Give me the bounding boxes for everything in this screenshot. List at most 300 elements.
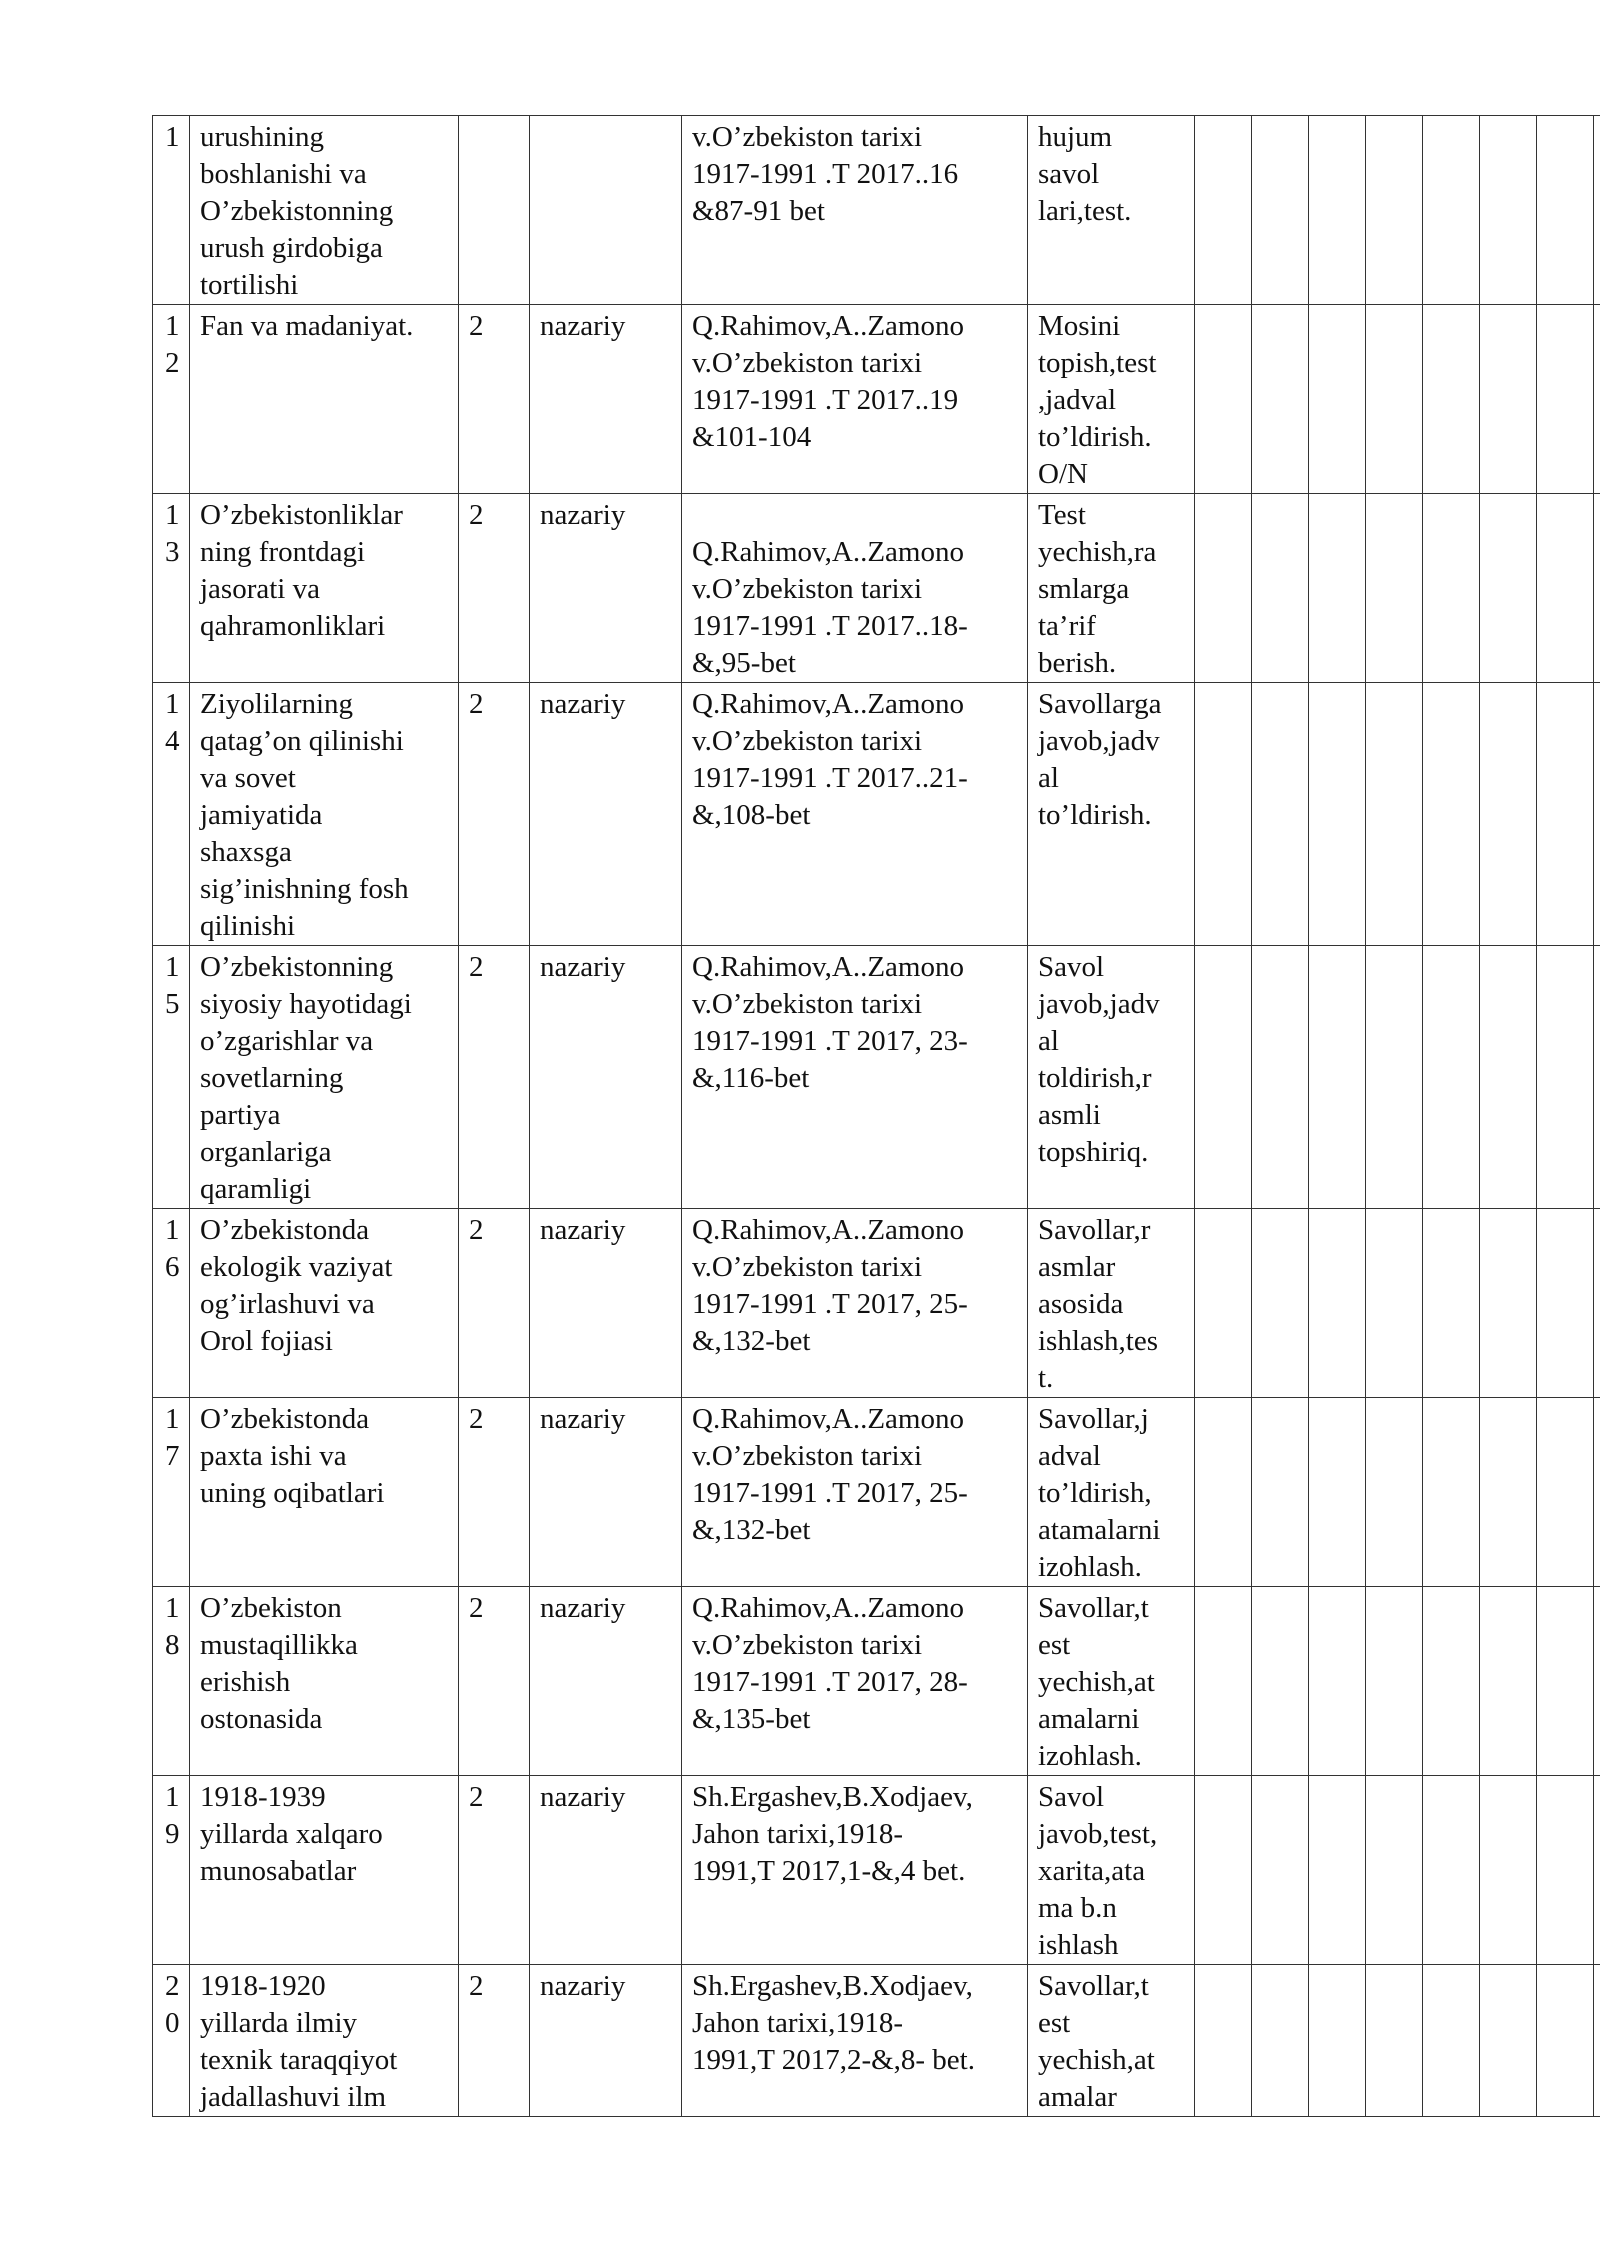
topic-cell — [190, 1965, 459, 2117]
hours-cell — [459, 305, 530, 494]
task-cell — [1028, 494, 1195, 683]
topic-cell-line: O’zbekistonning — [200, 195, 394, 227]
grade-cell — [1480, 946, 1537, 1209]
task-cell-line: asmlar — [1038, 1251, 1116, 1283]
literature-cell-line: 1917-1991 .T 2017..16 — [692, 158, 959, 190]
literature-cell — [682, 1209, 1028, 1398]
row-number-line: 5 — [165, 988, 180, 1020]
grade-cell — [1423, 1776, 1480, 1965]
row-number-line: 3 — [165, 536, 180, 568]
task-cell-line: Savol — [1038, 951, 1105, 983]
task-cell-line: yechish,at — [1038, 2044, 1155, 2076]
lesson-type-cell-value: nazariy — [540, 1214, 626, 1246]
grade-cell — [1366, 1965, 1423, 2117]
literature-cell — [682, 946, 1028, 1209]
task-cell-line: al — [1038, 1025, 1059, 1057]
task-cell-line: yechish,at — [1038, 1666, 1155, 1698]
lesson-type-cell — [530, 494, 682, 683]
literature-cell-line: v.O’zbekiston tarixi — [692, 1251, 923, 1283]
task-cell-line: Mosini — [1038, 310, 1121, 342]
literature-cell-line: &87-91 bet — [692, 195, 825, 227]
task-cell-line: topish,test — [1038, 347, 1157, 379]
table-row — [153, 683, 1600, 946]
row-number-line: 2 — [165, 347, 180, 379]
topic-cell-line: sovetlarning — [200, 1062, 344, 1094]
hours-cell — [459, 1587, 530, 1776]
task-cell-line: lari,test. — [1038, 195, 1132, 227]
topic-cell — [190, 116, 459, 305]
topic-cell-line: yillarda ilmiy — [200, 2007, 358, 2039]
task-cell-line: savol — [1038, 158, 1100, 190]
row-number-line: 0 — [165, 2007, 180, 2039]
grade-cell — [1423, 946, 1480, 1209]
literature-cell-line: v.O’zbekiston tarixi — [692, 988, 923, 1020]
topic-cell-line: O’zbekistonda — [200, 1214, 370, 1246]
hours-cell-value: 2 — [469, 1970, 484, 2002]
hours-cell — [459, 494, 530, 683]
grade-cell — [1252, 1776, 1309, 1965]
grade-cell — [1252, 1398, 1309, 1587]
task-cell-line: topshiriq. — [1038, 1136, 1149, 1168]
grade-cell — [1423, 1209, 1480, 1398]
grade-cell — [1480, 494, 1537, 683]
grade-cell — [1423, 683, 1480, 946]
task-cell-line: al — [1038, 762, 1059, 794]
literature-cell-line: Q.Rahimov,A..Zamono — [692, 1214, 964, 1246]
row-number — [153, 1965, 190, 2117]
lesson-type-cell — [530, 116, 682, 305]
topic-cell-line: ekologik vaziyat — [200, 1251, 393, 1283]
topic-cell — [190, 1398, 459, 1587]
lesson-type-cell — [530, 1398, 682, 1587]
row-number — [153, 494, 190, 683]
row-number — [153, 1587, 190, 1776]
literature-cell-line: 1917-1991 .T 2017, 25- — [692, 1477, 968, 1509]
grade-cell — [1366, 1209, 1423, 1398]
grade-cell — [1423, 1965, 1480, 2117]
grade-cell — [1195, 494, 1252, 683]
row-number — [153, 1209, 190, 1398]
literature-cell-line: 1917-1991 .T 2017, 28- — [692, 1666, 968, 1698]
task-cell — [1028, 1398, 1195, 1587]
grade-cell — [1480, 1587, 1537, 1776]
table-row — [153, 494, 1600, 683]
literature-cell-line: 1991,T 2017,2-&,8- bet. — [692, 2044, 975, 2076]
task-cell-line: izohlash. — [1038, 1740, 1142, 1772]
grade-cell — [1537, 494, 1594, 683]
row-number — [153, 1398, 190, 1587]
table-row — [153, 305, 1600, 494]
topic-cell — [190, 1587, 459, 1776]
grade-cell — [1537, 116, 1594, 305]
grade-cell — [1537, 683, 1594, 946]
row-number-line: 6 — [165, 1251, 180, 1283]
grade-cell — [1537, 1776, 1594, 1965]
grade-cell — [1480, 305, 1537, 494]
topic-cell-line: yillarda xalqaro — [200, 1818, 383, 1850]
row-number-line: 7 — [165, 1440, 180, 1472]
grade-cell — [1252, 946, 1309, 1209]
grade-cell — [1537, 1587, 1594, 1776]
task-cell-line: Savollar,r — [1038, 1214, 1151, 1246]
literature-cell-line: Q.Rahimov,A..Zamono — [692, 310, 964, 342]
task-cell-line: Savollar,t — [1038, 1970, 1149, 2002]
lesson-type-cell — [530, 305, 682, 494]
grade-cell — [1195, 1965, 1252, 2117]
grade-cell — [1594, 1965, 1600, 2117]
topic-cell-line: o’zgarishlar va — [200, 1025, 374, 1057]
row-number — [153, 946, 190, 1209]
row-number — [153, 1776, 190, 1965]
table-body — [153, 116, 1600, 2117]
grade-cell — [1594, 305, 1600, 494]
grade-cell — [1423, 494, 1480, 683]
row-number-line: 1 — [165, 688, 180, 720]
grade-cell — [1366, 116, 1423, 305]
grade-cell — [1309, 1776, 1366, 1965]
hours-cell-value: 2 — [469, 688, 484, 720]
topic-cell-line: Orol fojiasi — [200, 1325, 333, 1357]
grade-cell — [1252, 494, 1309, 683]
topic-cell — [190, 1776, 459, 1965]
literature-cell — [682, 305, 1028, 494]
hours-cell — [459, 683, 530, 946]
topic-cell-line: qahramonliklari — [200, 610, 386, 642]
task-cell-line: javob,jadv — [1038, 725, 1160, 757]
table-row — [153, 1965, 1600, 2117]
literature-cell-line: Q.Rahimov,A..Zamono — [692, 688, 964, 720]
lesson-type-cell-value: nazariy — [540, 1970, 626, 2002]
topic-cell-line: qatag’on qilinishi — [200, 725, 404, 757]
task-cell-line: ishlash — [1038, 1929, 1119, 1961]
literature-cell-line: 1917-1991 .T 2017..18- — [692, 610, 968, 642]
literature-cell — [682, 116, 1028, 305]
topic-cell-line: og’irlashuvi va — [200, 1288, 375, 1320]
task-cell — [1028, 1209, 1195, 1398]
task-cell-line: ishlash,tes — [1038, 1325, 1159, 1357]
hours-cell — [459, 946, 530, 1209]
topic-cell-line: 1918-1939 — [200, 1781, 326, 1813]
grade-cell — [1252, 1965, 1309, 2117]
literature-cell-line: v.O’zbekiston tarixi — [692, 1440, 923, 1472]
task-cell-line: hujum — [1038, 121, 1113, 153]
grade-cell — [1366, 1587, 1423, 1776]
table-row — [153, 1398, 1600, 1587]
row-number-line: 1 — [165, 310, 180, 342]
grade-cell — [1195, 683, 1252, 946]
hours-cell-value: 2 — [469, 499, 484, 531]
task-cell-line: berish. — [1038, 647, 1117, 679]
lesson-type-cell — [530, 683, 682, 946]
hours-cell — [459, 1209, 530, 1398]
literature-cell-line: &,95-bet — [692, 647, 796, 679]
topic-cell-line: munosabatlar — [200, 1855, 357, 1887]
grade-cell — [1537, 1398, 1594, 1587]
task-cell-line: amalar — [1038, 2081, 1117, 2113]
grade-cell — [1309, 116, 1366, 305]
topic-cell-line: Ziyolilarning — [200, 688, 354, 720]
task-cell-line: t. — [1038, 1362, 1054, 1394]
topic-cell-line: qilinishi — [200, 910, 296, 942]
topic-cell-line: paxta ishi va — [200, 1440, 347, 1472]
topic-cell-line: qaramligi — [200, 1173, 312, 1205]
literature-cell-line: &,132-bet — [692, 1514, 811, 1546]
task-cell-line: Savol — [1038, 1781, 1105, 1813]
grade-cell — [1480, 1776, 1537, 1965]
grade-cell — [1594, 1398, 1600, 1587]
topic-cell-line: O’zbekistonning — [200, 951, 394, 983]
topic-cell — [190, 683, 459, 946]
literature-cell-line: Q.Rahimov,A..Zamono — [692, 536, 964, 568]
grade-cell — [1252, 1209, 1309, 1398]
row-number — [153, 683, 190, 946]
task-cell — [1028, 946, 1195, 1209]
lesson-type-cell-value: nazariy — [540, 1403, 626, 1435]
grade-cell — [1366, 946, 1423, 1209]
grade-cell — [1537, 946, 1594, 1209]
literature-cell-line — [692, 497, 1019, 534]
row-number-line: 1 — [165, 951, 180, 983]
topic-cell-line: uning oqibatlari — [200, 1477, 385, 1509]
grade-cell — [1594, 116, 1600, 305]
topic-cell-line: va sovet — [200, 762, 296, 794]
literature-cell-line: v.O’zbekiston tarixi — [692, 121, 923, 153]
topic-cell-line: O’zbekistonda — [200, 1403, 370, 1435]
table-row — [153, 116, 1600, 305]
grade-cell — [1309, 946, 1366, 1209]
row-number-line: 1 — [165, 121, 180, 153]
task-cell-line: ,jadval — [1038, 384, 1117, 416]
topic-cell-line: siyosiy hayotidagi — [200, 988, 412, 1020]
row-number-line: 1 — [165, 1214, 180, 1246]
lesson-type-cell-value: nazariy — [540, 951, 626, 983]
literature-cell-line: &,116-bet — [692, 1062, 810, 1094]
table-row — [153, 1776, 1600, 1965]
grade-cell — [1252, 305, 1309, 494]
topic-cell-line: O’zbekiston — [200, 1592, 342, 1624]
hours-cell-value: 2 — [469, 1592, 484, 1624]
task-cell — [1028, 683, 1195, 946]
task-cell-line: toldirish,r — [1038, 1062, 1152, 1094]
grade-cell — [1594, 683, 1600, 946]
topic-cell-line: urushining — [200, 121, 325, 153]
task-cell-line: O/N — [1038, 458, 1088, 490]
literature-cell-line: &,108-bet — [692, 799, 811, 831]
row-number-line: 4 — [165, 725, 180, 757]
grade-cell — [1594, 946, 1600, 1209]
task-cell-line: ta’rif — [1038, 610, 1096, 642]
task-cell-line: Savollar,j — [1038, 1403, 1149, 1435]
literature-cell-line: 1917-1991 .T 2017..21- — [692, 762, 968, 794]
task-cell-line: Test — [1038, 499, 1086, 531]
task-cell — [1028, 305, 1195, 494]
task-cell-line: amalarni — [1038, 1703, 1140, 1735]
literature-cell-line: Jahon tarixi,1918- — [692, 1818, 904, 1850]
grade-cell — [1195, 116, 1252, 305]
grade-cell — [1423, 1398, 1480, 1587]
task-cell-line: adval — [1038, 1440, 1101, 1472]
task-cell-line: ma b.n — [1038, 1892, 1117, 1924]
lesson-type-cell-value: nazariy — [540, 1592, 626, 1624]
task-cell-line: est — [1038, 2007, 1071, 2039]
hours-cell — [459, 1398, 530, 1587]
topic-cell-line: jasorati va — [200, 573, 320, 605]
grade-cell — [1309, 1209, 1366, 1398]
task-cell-line: to’ldirish. — [1038, 799, 1152, 831]
task-cell-line: izohlash. — [1038, 1551, 1142, 1583]
grade-cell — [1195, 1587, 1252, 1776]
lesson-type-cell — [530, 1209, 682, 1398]
task-cell — [1028, 1587, 1195, 1776]
literature-cell-line: 1917-1991 .T 2017, 25- — [692, 1288, 968, 1320]
grade-cell — [1309, 494, 1366, 683]
task-cell-line: atamalarni — [1038, 1514, 1161, 1546]
topic-cell-line: jadallashuvi ilm — [200, 2081, 387, 2113]
topic-cell-line: urush girdobiga — [200, 232, 383, 264]
grade-cell — [1252, 683, 1309, 946]
literature-cell-line: &,132-bet — [692, 1325, 811, 1357]
row-number-line: 9 — [165, 1818, 180, 1850]
grade-cell — [1480, 683, 1537, 946]
topic-cell-line: mustaqillikka — [200, 1629, 358, 1661]
grade-cell — [1309, 1398, 1366, 1587]
literature-cell-line: v.O’zbekiston tarixi — [692, 725, 923, 757]
lesson-plan-table — [152, 115, 1600, 2117]
hours-cell-value: 2 — [469, 310, 484, 342]
row-number-line: 1 — [165, 1781, 180, 1813]
lesson-type-cell — [530, 1776, 682, 1965]
literature-cell-line: 1917-1991 .T 2017..19 — [692, 384, 959, 416]
literature-cell-line: Q.Rahimov,A..Zamono — [692, 951, 964, 983]
grade-cell — [1309, 305, 1366, 494]
lesson-type-cell — [530, 946, 682, 1209]
topic-cell-line: tortilishi — [200, 269, 299, 301]
lesson-type-cell-value: nazariy — [540, 1781, 626, 1813]
row-number-line: 1 — [165, 499, 180, 531]
table-row — [153, 946, 1600, 1209]
grade-cell — [1366, 305, 1423, 494]
lesson-type-cell-value: nazariy — [540, 688, 626, 720]
task-cell-line: asmli — [1038, 1099, 1101, 1131]
grade-cell — [1537, 1209, 1594, 1398]
row-number-line: 2 — [165, 1970, 180, 2002]
task-cell — [1028, 1965, 1195, 2117]
task-cell-line: asosida — [1038, 1288, 1124, 1320]
grade-cell — [1195, 1776, 1252, 1965]
table-row — [153, 1587, 1600, 1776]
grade-cell — [1594, 494, 1600, 683]
grade-cell — [1195, 1398, 1252, 1587]
grade-cell — [1423, 1587, 1480, 1776]
topic-cell-line: shaxsga — [200, 836, 292, 868]
topic-cell-line: Fan va madaniyat. — [200, 310, 414, 342]
topic-cell-line: organlariga — [200, 1136, 332, 1168]
literature-cell — [682, 1587, 1028, 1776]
task-cell-line: javob,jadv — [1038, 988, 1160, 1020]
literature-cell-line: Sh.Ergashev,B.Xodjaev, — [692, 1970, 973, 2002]
row-number-line: 1 — [165, 1592, 180, 1624]
grade-cell — [1195, 1209, 1252, 1398]
literature-cell-line: Q.Rahimov,A..Zamono — [692, 1403, 964, 1435]
task-cell-line: Savollar,t — [1038, 1592, 1149, 1624]
literature-cell-line: &,135-bet — [692, 1703, 811, 1735]
grade-cell — [1195, 946, 1252, 1209]
grade-cell — [1480, 116, 1537, 305]
literature-cell-line: 1917-1991 .T 2017, 23- — [692, 1025, 968, 1057]
topic-cell — [190, 494, 459, 683]
hours-cell-value: 2 — [469, 1781, 484, 1813]
topic-cell-line: jamiyatida — [200, 799, 323, 831]
grade-cell — [1252, 116, 1309, 305]
table-row — [153, 1209, 1600, 1398]
grade-cell — [1309, 1965, 1366, 2117]
literature-cell-line: Q.Rahimov,A..Zamono — [692, 1592, 964, 1624]
topic-cell-line: boshlanishi va — [200, 158, 367, 190]
task-cell-line: yechish,ra — [1038, 536, 1157, 568]
literature-cell — [682, 683, 1028, 946]
grade-cell — [1537, 1965, 1594, 2117]
grade-cell — [1252, 1587, 1309, 1776]
topic-cell — [190, 1209, 459, 1398]
task-cell-line: smlarga — [1038, 573, 1130, 605]
topic-cell-line: O’zbekistonliklar — [200, 499, 403, 531]
topic-cell-line: sig’inishning fosh — [200, 873, 409, 905]
task-cell-line: to’ldirish, — [1038, 1477, 1152, 1509]
hours-cell — [459, 116, 530, 305]
hours-cell — [459, 1965, 530, 2117]
topic-cell-line: texnik taraqqiyot — [200, 2044, 398, 2076]
literature-cell-line: v.O’zbekiston tarixi — [692, 347, 923, 379]
grade-cell — [1195, 305, 1252, 494]
grade-cell — [1366, 1776, 1423, 1965]
topic-cell-line: partiya — [200, 1099, 281, 1131]
grade-cell — [1480, 1209, 1537, 1398]
task-cell-line: to’ldirish. — [1038, 421, 1152, 453]
grade-cell — [1366, 494, 1423, 683]
literature-cell-line: v.O’zbekiston tarixi — [692, 1629, 923, 1661]
row-number — [153, 116, 190, 305]
literature-cell-line: &101-104 — [692, 421, 812, 453]
task-cell-line: est — [1038, 1629, 1071, 1661]
task-cell-line: xarita,ata — [1038, 1855, 1146, 1887]
lesson-type-cell — [530, 1587, 682, 1776]
literature-cell-line: v.O’zbekiston tarixi — [692, 573, 923, 605]
topic-cell-line: ning frontdagi — [200, 536, 366, 568]
lesson-type-cell — [530, 1965, 682, 2117]
topic-cell-line: erishish — [200, 1666, 291, 1698]
hours-cell-value: 2 — [469, 951, 484, 983]
topic-cell — [190, 305, 459, 494]
topic-cell-line: ostonasida — [200, 1703, 323, 1735]
hours-cell-value: 2 — [469, 1403, 484, 1435]
grade-cell — [1366, 683, 1423, 946]
task-cell — [1028, 116, 1195, 305]
hours-cell — [459, 1776, 530, 1965]
task-cell — [1028, 1776, 1195, 1965]
grade-cell — [1594, 1587, 1600, 1776]
literature-cell-line: Sh.Ergashev,B.Xodjaev, — [692, 1781, 973, 1813]
topic-cell — [190, 946, 459, 1209]
literature-cell-line: Jahon tarixi,1918- — [692, 2007, 904, 2039]
grade-cell — [1480, 1965, 1537, 2117]
grade-cell — [1309, 683, 1366, 946]
row-number — [153, 305, 190, 494]
grade-cell — [1309, 1587, 1366, 1776]
literature-cell — [682, 494, 1028, 683]
lesson-type-cell-value: nazariy — [540, 310, 626, 342]
grade-cell — [1480, 1398, 1537, 1587]
task-cell-line: javob,test, — [1038, 1818, 1158, 1850]
